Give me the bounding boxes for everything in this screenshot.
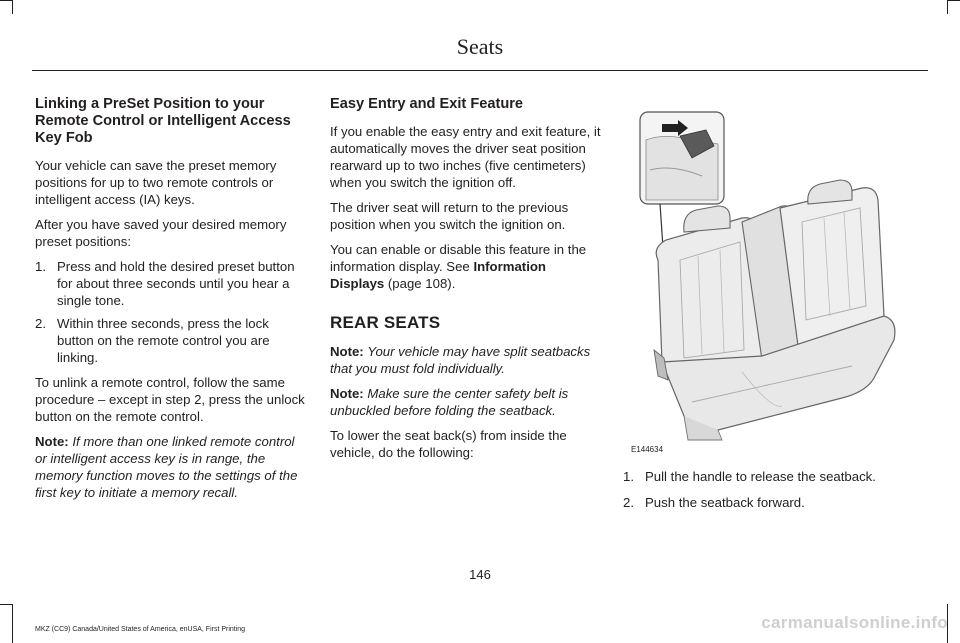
step-text: Within three seconds, press the lock button on the remote control you are linking.	[57, 316, 270, 365]
watermark: carmanualsonline.info	[761, 613, 948, 632]
column-middle	[330, 96, 602, 469]
page-number: 146	[469, 567, 491, 582]
paragraph	[330, 241, 602, 292]
step-number: 2.	[623, 495, 634, 510]
paragraph: Your vehicle can save the preset memory positions for up to two remote controls or intelligent access (IA) keys.	[35, 158, 277, 207]
column-right	[623, 468, 898, 519]
step-number: 1.	[35, 259, 46, 274]
step-list	[35, 258, 305, 366]
crop-mark	[947, 0, 948, 14]
note	[330, 343, 602, 377]
paragraph-text: You can enable or disable this feature in the information display. See	[330, 242, 587, 274]
step-item	[35, 258, 305, 309]
step-list	[623, 468, 898, 511]
header-rule	[32, 70, 928, 71]
step-number: 1.	[623, 469, 634, 484]
section-title: REAR SEATS	[330, 313, 441, 332]
note-text: If more than one linked remote control or intelligent access key is in range, the memory function moves to the settings of the first key to initiate a memory recall.	[35, 434, 298, 500]
footer-text: MKZ (CC9) Canada/United States of America, enUSA, First Printing	[35, 626, 246, 633]
rear-seat-illustration	[622, 110, 902, 460]
paragraph: To lower the seat back(s) from inside the vehicle, do the following:	[330, 428, 567, 460]
note-label: Note:	[35, 434, 69, 449]
note	[330, 385, 602, 419]
section-heading: Linking a PreSet Position to your Remote Control or Intelligent Access Key Fob	[35, 96, 291, 146]
paragraph: To unlink a remote control, follow the same procedure – except in step 2, press the unlock button on the remote control.	[35, 375, 305, 424]
crop-mark	[0, 0, 12, 1]
step-number: 2.	[35, 316, 46, 331]
step-item	[623, 494, 898, 511]
step-item	[35, 315, 305, 366]
step-text: Pull the handle to release the seatback.	[645, 469, 876, 484]
page-header-title: Seats	[456, 34, 504, 59]
step-text: Press and hold the desired preset button for about three seconds until you hear a single tone.	[57, 259, 295, 308]
paragraph-text: (page 108).	[384, 276, 456, 291]
crop-mark	[0, 604, 12, 605]
step-text: Push the seatback forward.	[645, 495, 805, 510]
paragraph: The driver seat will return to the previous position when you switch the ignition on.	[330, 200, 569, 232]
paragraph: After you have saved your desired memory preset positions:	[35, 217, 287, 249]
paragraph: If you enable the easy entry and exit feature, it automatically moves the driver seat position rearward up to two inches (five centimeters) when you switch the ignition off.	[330, 124, 601, 190]
figure-code: E144634	[631, 445, 664, 454]
rear-seat-drawing	[622, 110, 902, 460]
note-label: Note:	[330, 386, 364, 401]
crop-mark	[12, 604, 13, 643]
note-text: Your vehicle may have split seatbacks that you must fold individually.	[330, 344, 591, 376]
crop-mark	[948, 0, 960, 1]
crop-mark	[12, 0, 13, 14]
note-text: Make sure the center safety belt is unbuckled before folding the seatback.	[330, 386, 569, 418]
section-heading: Easy Entry and Exit Feature	[330, 96, 524, 112]
note-label: Note:	[330, 344, 364, 359]
cross-reference-link[interactable]: Information Displays	[330, 259, 546, 291]
note	[35, 433, 305, 501]
step-item	[623, 468, 898, 485]
column-left	[35, 96, 305, 509]
